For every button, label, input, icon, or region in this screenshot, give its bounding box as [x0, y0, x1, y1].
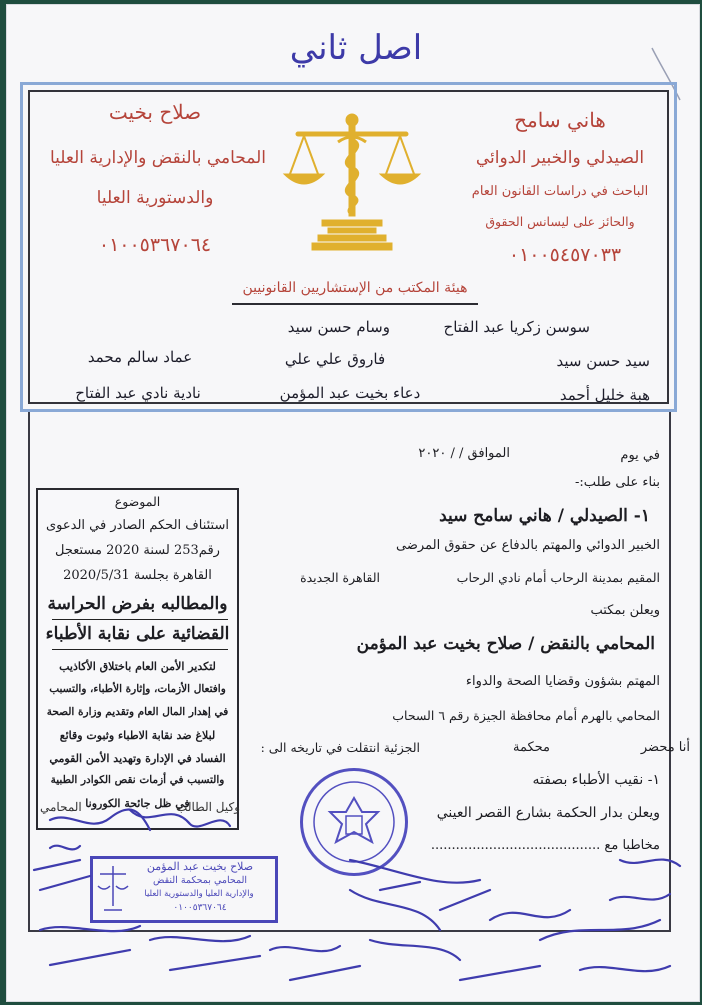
court-label: محكمة [512, 740, 550, 755]
subject-line-7: وافتعال الأزمات، وإثارة الأطباء، والتسبب [49, 683, 226, 695]
lawyer-line1: والدستورية العليا [96, 188, 214, 208]
request-label: بناء على طلب:- [575, 475, 660, 490]
lawyer-name: صلاح بخيت [108, 100, 202, 124]
member-1: سوسن زكريا عبد الفتاح [443, 318, 590, 336]
petitioner-city: القاهرة الجديدة [300, 570, 380, 585]
subject-line-12: في ظل جائحة الكورونا [85, 797, 190, 810]
stamp-line-3: والإدارية العليا والدستورية العليا [144, 889, 254, 899]
scales-caduceus-logo [282, 110, 422, 262]
member-7: دعاء بخيت عبد المؤمن [279, 384, 421, 402]
subject-line-5: القضائية على نقابة الأطباء [45, 624, 230, 644]
lawyer-phone: ٠١٠٠٥٣٦٧٠٦٤ [98, 234, 212, 256]
pharmacist-line1: الباحث في دراسات القانون العام [471, 184, 649, 199]
lawyer-label: المحامي [40, 800, 82, 814]
lawyer-desc: المهتم بشؤون وقضايا الصحة والدواء [465, 674, 660, 689]
handwritten-note: اصل ثاني [289, 28, 423, 68]
petitioner: ١- الصيدلي / هاني سامح سيد [439, 506, 650, 526]
pharmacist-line2: والحائز على ليسانس الحقوق [485, 214, 635, 229]
stamp-line-2: المحامي بمحكمة النقض [152, 875, 248, 886]
agent-label: وكيل الطالب [176, 800, 240, 814]
member-4: فاروق علي علي [284, 350, 386, 368]
date-corresponding: الموافق / / ٢٠٢٠ [418, 446, 510, 461]
subject-line-10: الفساد في الإدارة وتهديد الأمن القومي [49, 752, 226, 765]
member-2: وسام حسن سيد [287, 318, 390, 336]
day-label: في يوم [620, 448, 660, 463]
subject-line-3: القاهرة بجلسة 2020/5/31 [63, 568, 212, 583]
member-6: هبة خليل أحمد [559, 386, 650, 404]
announce-label: ويعلن بمكتب [590, 603, 660, 618]
handwritten-annotations [20, 790, 700, 1002]
petitioner-desc: الخبير الدوائي والمهتم بالدفاع عن حقوق المرضى [396, 538, 660, 553]
subject-line-1: استئناف الحكم الصادر في الدعوى [45, 518, 229, 533]
subject-line-6: لتكدير الأمن العام باختلاق الأكاذيب [59, 660, 216, 673]
subject-line-8: في إهدار المال العام وتقديم وزارة الصحة [46, 706, 229, 718]
member-5: عماد سالم محمد [87, 348, 193, 366]
petitioner-residence: المقيم بمدينة الرحاب أمام نادي الرحاب [456, 570, 660, 585]
respondent-address: ويعلن بدار الحكمة بشارع القصر العيني [436, 805, 660, 821]
office-title: هيئة المكتب من الإستشاريين القانونيين [242, 280, 468, 296]
member-8: نادية نادي عبد الفتاح [75, 384, 201, 402]
subject-line-2: رقم253 لسنة 2020 مستعجل [55, 543, 220, 558]
stamp-line-1: صلاح بخيت عبد المؤمن [146, 860, 254, 873]
subject-underline-1 [52, 619, 228, 620]
bailiff-label: أنا محضر [640, 740, 690, 755]
pharmacist-name: هاني سامح [514, 108, 606, 132]
stamp-line-4: ٠١٠٠٥٣٦٧٠٦٤ [173, 903, 227, 913]
lawyer-line: المحامي بالنقض / صلاح بخيت عبد المؤمن [356, 634, 655, 654]
partial-court: الجزئية انتقلت في تاريخه الى : [260, 740, 420, 755]
member-3: سيد حسن سيد [556, 352, 650, 370]
respondent: ١- نقيب الأطباء بصفته [532, 772, 660, 788]
subject-underline-2 [52, 649, 228, 650]
subject-line-4: والمطالبه بفرض الحراسة [47, 594, 228, 614]
pharmacist-title: الصيدلي والخبير الدوائي [475, 148, 645, 168]
lawyer-title: المحامي بالنقض والإدارية العليا [49, 148, 267, 168]
subject-heading: الموضوع [114, 494, 161, 509]
subject-line-9: لبلاغ ضد نقابة الاطباء وثبوت وقائع [59, 729, 216, 742]
pharmacist-phone: ٠١٠٠٥٤٥٧٠٣٣ [508, 244, 622, 266]
office-title-underline [232, 303, 478, 305]
lawyer-address: المحامي بالهرم أمام محافظة الجيزة رقم ٦ السحاب [392, 708, 660, 723]
addressing-line: مخاطبا مع ......................................... [430, 838, 660, 853]
subject-line-11: والتسبب في أزمات نقص الكوادر الطبية [50, 774, 225, 786]
